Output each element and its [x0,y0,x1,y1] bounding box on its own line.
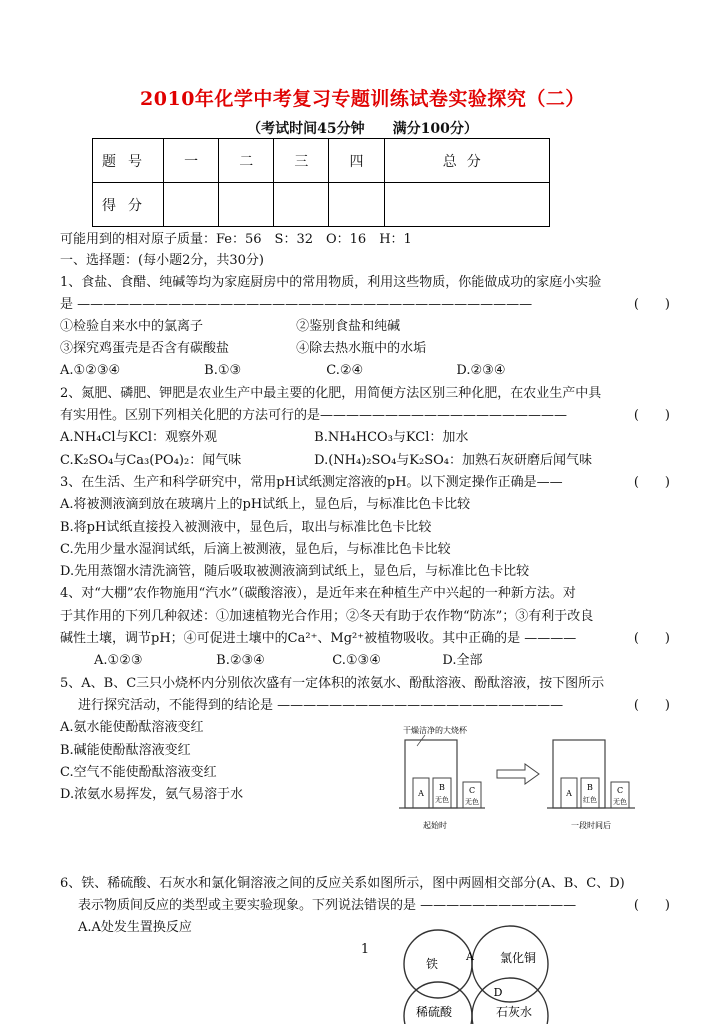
q4-stem-text: 碱性土壤，调节pH；④可促进土壤中的Ca²⁺、Mg²⁺被植物吸收。其中正确的是 ———— [60,631,577,646]
q1-item: ①检验自来水中的氯离子 [60,319,204,334]
reaction-venn-figure [398,918,573,1024]
q3-option-b[interactable]: B.将pH试纸直接投入被测液中，显色后，取出与标准比色卡比较 [60,520,432,535]
page-title: 2010年化学中考复习专题训练试卷实验探究（二） [140,88,585,110]
q4-option-a[interactable]: A.①②③ [94,653,143,668]
q4-option-c[interactable]: C.①③④ [332,653,381,668]
q3-option-a[interactable]: A.将被测液滴到放在玻璃片上的pH试纸上，显色后，与标准比色卡比较 [60,497,471,512]
q1-items-row2 [60,339,670,359]
page-number: 1 [360,942,370,957]
beaker-b-state: 无色 [435,796,449,804]
beaker-b-label: B [587,783,593,792]
q2-stem-line1: 2、氮肥、磷肥、钾肥是农业生产中最主要的化肥，用简便方法区别三种化肥，在农业生产中具 [60,386,602,401]
beaker-c-label: C [468,786,476,795]
q4-option-b[interactable]: B.②③④ [216,653,265,668]
answer-paren: ( ) [633,898,670,913]
answer-paren: ( ) [633,475,670,490]
score-input-cell[interactable] [329,183,384,227]
venn-label-d: D [493,986,503,999]
q5-stem-line2 [78,696,670,716]
exam-subtitle: （考试时间45分钟 满分100分） [247,121,478,137]
q2-options-row1 [60,428,670,448]
beaker-a-label: A [566,789,572,798]
q3-option-c[interactable]: C.先用少量水湿润试纸，后滴上被测液，显色后，与标准比色卡比较 [60,542,451,557]
q1-stem-line2 [60,295,670,315]
venn-cucl2: 氯化铜 [499,951,537,965]
q2-option-a[interactable]: A.NH₄Cl与KCl：观察外观 [60,430,218,445]
q2-stem-line2 [60,406,670,426]
beaker-experiment-figure [395,724,670,836]
q6-stem-text: 表示物质间反应的类型或主要实验现象。下列说法错误的是 ———————————— [78,898,577,913]
q2-option-b[interactable]: B.NH₄HCO₃与KCl：加水 [314,430,469,445]
score-input-cell[interactable] [274,183,329,227]
q2-option-c[interactable]: C.K₂SO₄与Ca₃(PO₄)₂：闻气味 [60,453,242,468]
answer-paren: ( ) [633,297,670,312]
q6-stem-line1: 6、铁、稀硫酸、石灰水和氯化铜溶液之间的反应关系如图所示，图中两圆相交部分(A、B、C、D) [60,876,625,891]
figure-top-label: 干燥洁净的大烧杯 [403,726,467,735]
caption-start: 起始时 [423,821,447,830]
q5-stem-text: 进行探究活动，不能得到的结论是 —————————————————————— [78,698,564,713]
score-row-label: 得分 [93,183,164,227]
q4-stem-line1: 4、对“大棚”农作物施用“汽水”（碳酸溶液），是近年来在种植生产中兴起的一种新方法。对 [60,586,576,601]
score-input-cell[interactable] [164,183,219,227]
q3-stem [60,473,670,493]
q1-stem-line1: 1、食盐、食醋、纯碱等均为家庭厨房中的常用物质，利用这些物质，你能做成功的家庭小实验 [60,275,602,290]
venn-h2so4: 稀硫酸 [415,1005,453,1019]
beaker-c-label: C [616,786,624,795]
venn-iron: 铁 [425,957,439,971]
section-heading: 一、选择题：(每小题2分，共30分) [60,253,264,268]
score-cell: 题号 [93,139,164,183]
answer-paren: ( ) [633,631,670,646]
answer-paren: ( ) [633,408,670,423]
q4-option-d[interactable]: D.全部 [442,653,483,668]
beaker-c-state: 无色 [613,798,627,806]
score-cell: 总分 [384,139,549,183]
venn-limewater: 石灰水 [495,1005,533,1019]
q5-option-c[interactable]: C.空气不能使酚酞溶液变红 [60,765,217,780]
q1-options [60,361,670,381]
score-cell: 四 [329,139,384,183]
q1-items-row1 [60,317,670,337]
q5-option-d[interactable]: D.浓氨水易挥发，氨气易溶于水 [60,787,244,802]
q5-stem-line1: 5、A、B、C三只小烧杯内分别依次盛有一定体积的浓氨水、酚酞溶液、酚酞溶液，按下图所示 [60,676,605,691]
q5-option-a[interactable]: A.氨水能使酚酞溶液变红 [60,720,204,735]
q2-option-d[interactable]: D.(NH₄)₂SO₄与K₂SO₄：加熟石灰研磨后闻气味 [314,453,592,468]
q3-option-d[interactable]: D.先用蒸馏水清洗滴管，随后吸取被测液滴到试纸上，显色后，与标准比色卡比较 [60,564,530,579]
score-cell: 一 [164,139,219,183]
score-input-cell[interactable] [384,183,549,227]
q1-item: ②鉴别食盐和纯碱 [296,319,401,334]
q6-option-a[interactable]: A.A处发生置换反应 [78,920,192,935]
venn-label-a: A [466,950,474,963]
q2-stem-text: 有实用性。区别下列相关化肥的方法可行的是——————————————————— [60,408,568,423]
score-cell: 三 [274,139,329,183]
q1-option-c[interactable]: C.②④ [326,363,364,378]
q1-item: ③探究鸡蛋壳是否含有碳酸盐 [60,341,230,356]
score-table-header-row [93,139,550,183]
q2-options-row2 [60,451,670,471]
q4-options [94,651,654,671]
caption-later: 一段时间后 [571,821,611,830]
q1-stem-text: 是 ——————————————————————————————————— [60,297,533,312]
q3-stem-text: 3、在生活、生产和科学研究中，常用pH试纸测定溶液的pH。以下测定操作正确是—— [60,475,563,490]
q1-option-b[interactable]: B.①③ [204,363,242,378]
beaker-a-label: A [418,789,424,798]
q6-stem-line2 [78,896,670,916]
score-input-cell[interactable] [219,183,274,227]
atomic-masses: 可能用到的相对原子质量：Fe：56 S：32 O：16 H：1 [60,232,412,247]
beaker-c-state: 无色 [465,798,479,806]
answer-paren: ( ) [633,698,670,713]
beaker-b-label: B [439,783,445,792]
q4-stem-line3 [60,629,670,649]
q1-option-a[interactable]: A.①②③④ [60,363,121,378]
q1-item: ④除去热水瓶中的水垢 [296,341,427,356]
score-table [92,138,550,227]
score-cell: 二 [219,139,274,183]
beaker-b-state: 红色 [583,796,597,804]
q1-option-d[interactable]: D.②③④ [456,363,506,378]
score-table-score-row [93,183,550,227]
q4-stem-line2: 于其作用的下列几种叙述：①加速植物光合作用；②冬天有助于农作物“防冻”；③有利于改良 [60,609,594,624]
q5-option-b[interactable]: B.碱能使酚酞溶液变红 [60,743,191,758]
